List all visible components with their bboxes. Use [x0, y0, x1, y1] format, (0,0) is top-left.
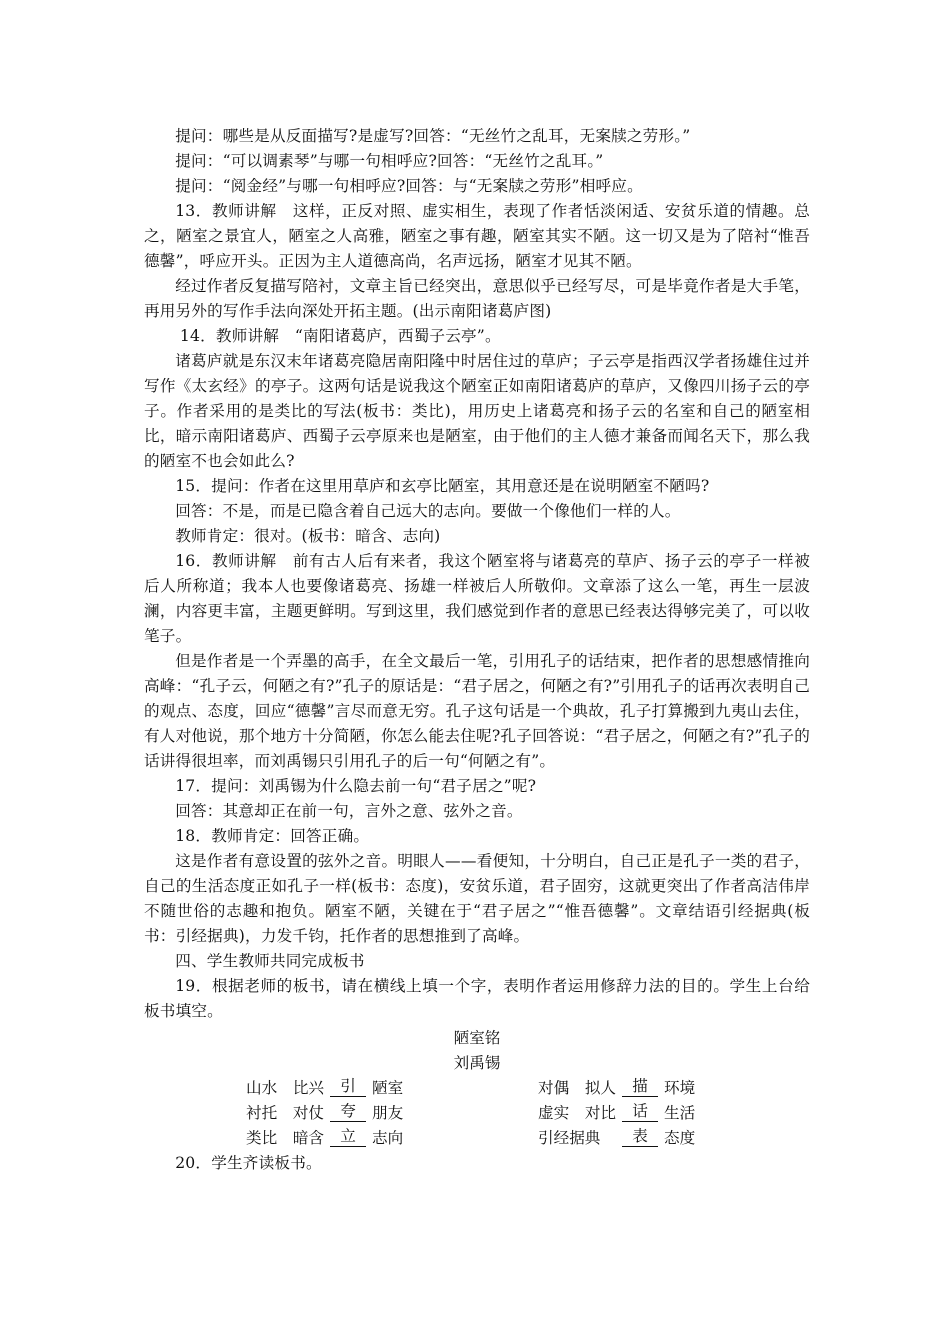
board-term: 引经据典 — [538, 1129, 601, 1147]
board-author: 刘禹锡 — [453, 1054, 501, 1072]
fill-blank: 话 — [622, 1101, 658, 1122]
board-row — [144, 1076, 810, 1101]
section-heading: 四、学生教师共同完成板书 — [175, 952, 365, 970]
board-term: 态度 — [664, 1129, 696, 1147]
paragraph: 13．教师讲解 这样，正反对照、虚实相生，表现了作者恬淡闲适、安贫乐道的情趣。总之，陋室之景宜人，陋室之人高雅，陋室之事有趣，陋室其实不陋。这一切又是为了陪衬“惟吾德馨”，呼应开头。正因为主人道德高尚，名声远扬，陋室才见其不陋。 — [144, 202, 810, 270]
paragraph: 15．提问：作者在这里用草庐和玄亭比陋室，其用意还是在说明陋室不陋吗? — [175, 477, 710, 495]
paragraph: 教师肯定：很对。(板书：暗含、志向) — [175, 527, 441, 545]
paragraph: 诸葛庐就是东汉末年诸葛亮隐居南阳隆中时居住过的草庐；子云亭是指西汉学者扬雄住过并写作《太玄经》的亭子。这两句话是说我这个陋室正如南阳诸葛庐的草庐，又像四川扬子云的亭子。作者采用的是类比的写法(板书：类比)，用历史上诸葛亮和扬子云的名室和自己的陋室相比，暗示南阳诸葛庐、西蜀子云亭原来也是陋室，由于他们的主人德才兼备而闻名天下，那么我的陋室不也会如此么? — [144, 352, 810, 470]
board-cell-left — [144, 1101, 538, 1126]
paragraph: 这是作者有意设置的弦外之音。明眼人——看便知，十分明白，自己正是孔子一类的君子，自己的生活态度正如孔子一样(板书：态度)，安贫乐道，君子固穷，这就更突出了作者高洁伟岸不随世俗的志趣和抱负。陋室不陋，关键在于“君子居之”“惟吾德馨”。文章结语引经据典(板书：引经据典)，力发千钧，托作者的思想推到了高峰。 — [144, 852, 810, 945]
paragraph: 20．学生齐读板书。 — [175, 1154, 322, 1172]
fill-blank: 表 — [622, 1126, 658, 1147]
paragraph: 18．教师肯定：回答正确。 — [175, 827, 370, 845]
document-body — [144, 124, 810, 1176]
board-term: 生活 — [664, 1104, 696, 1122]
board-term: 暗含 — [292, 1129, 325, 1147]
paragraph: 提问：“可以调素琴”与哪一句相呼应?回答：“无丝竹之乱耳。” — [175, 152, 604, 170]
board-term: 拟人 — [584, 1079, 617, 1097]
paragraph: 16．教师讲解 前有古人后有来者，我这个陋室将与诸葛亮的草庐、扬子云的亭子一样被后人所称道；我本人也要像诸葛亮、扬雄一样被后人所敬仰。文章添了这么一笔，再生一层波澜，内容更丰富，主题更鲜明。写到这里，我们感觉到作者的意思已经表达得够完美了，可以收笔子。 — [144, 552, 810, 645]
paragraph: 提问：哪些是从反面描写?是虚写?回答：“无丝竹之乱耳，无案牍之劳形。” — [175, 127, 691, 145]
board-cell-right — [538, 1126, 798, 1151]
board-cell-right — [538, 1101, 798, 1126]
board-term: 比兴 — [292, 1079, 325, 1097]
board-cell-left — [144, 1076, 538, 1101]
board-row — [144, 1101, 810, 1126]
board-term: 朋友 — [372, 1104, 404, 1122]
fill-blank: 夸 — [330, 1101, 366, 1122]
board-term: 衬托 — [246, 1104, 278, 1122]
paragraph: 回答：不是，而是已隐含着自己远大的志向。要做一个像他们一样的人。 — [175, 502, 681, 520]
paragraph: 提问：“阅金经”与哪一句相呼应?回答：与“无案牍之劳形”相呼应。 — [175, 177, 643, 195]
board-term: 类比 — [246, 1129, 278, 1147]
board-term: 对比 — [584, 1104, 617, 1122]
board-term: 对偶 — [538, 1079, 570, 1097]
paragraph: 经过作者反复描写陪衬，文章主旨已经突出，意思似乎已经写尽，可是毕竟作者是大手笔，再用另外的写作手法向深处开拓主题。(出示南阳诸葛庐图) — [144, 277, 810, 320]
board-term: 志向 — [372, 1129, 404, 1147]
board-term: 环境 — [664, 1079, 696, 1097]
board-term: 虚实 — [538, 1104, 570, 1122]
board-term: 陋室 — [372, 1079, 404, 1097]
fill-blank: 描 — [622, 1076, 658, 1097]
board-term: 对仗 — [292, 1104, 325, 1122]
paragraph: 回答：其意却正在前一句，言外之意、弦外之音。 — [175, 802, 523, 820]
paragraph: 但是作者是一个弄墨的高手，在全文最后一笔，引用孔子的话结束，把作者的思想感情推向高峰：“孔子云，何陋之有?”孔子的原话是：“君子居之，何陋之有?”引用孔子的话再次表明自己的观点、态度，回应“德馨”言尽而意无穷。孔子这句话是一个典故，孔子打算搬到九夷山去住，有人对他说，那个地方十分简陋，你怎么能去住呢?孔子回答说：“君子居之，何陋之有?”孔子的话讲得很坦率，而刘禹锡只引用孔子的后一句“何陋之有”。 — [144, 652, 810, 770]
paragraph: 14．教师讲解 “南阳诸葛庐，西蜀子云亭”。 — [179, 327, 501, 345]
board-term: 山水 — [246, 1079, 278, 1097]
board-row — [144, 1126, 810, 1151]
blackboard-outline — [144, 1026, 810, 1151]
paragraph: 19．根据老师的板书，请在横线上填一个字，表明作者运用修辞力法的目的。学生上台给板书填空。 — [144, 977, 810, 1020]
fill-blank: 引 — [330, 1076, 366, 1097]
board-cell-right — [538, 1076, 798, 1101]
board-cell-left — [144, 1126, 538, 1151]
board-title: 陋室铭 — [453, 1029, 501, 1047]
paragraph: 17．提问：刘禹锡为什么隐去前一句“君子居之”呢? — [175, 777, 537, 795]
fill-blank: 立 — [330, 1126, 366, 1147]
